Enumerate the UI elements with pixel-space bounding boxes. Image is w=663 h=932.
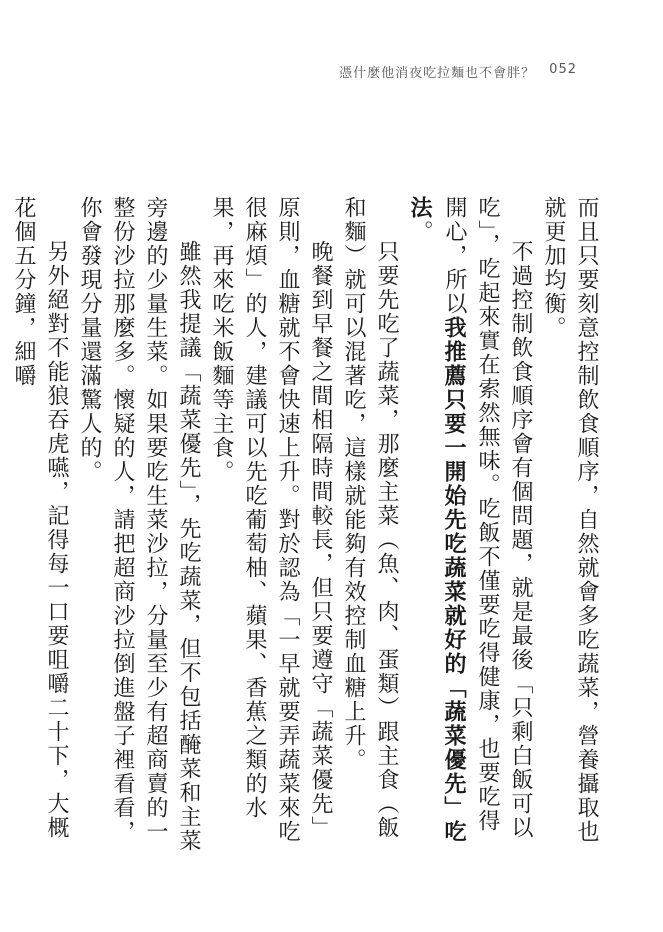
running-title: 憑什麼他消夜吃拉麵也不會胖？	[339, 66, 536, 81]
text-segment: 只要先吃了蔬菜，那麼主菜（魚、肉、蛋類）跟主食（飯和麵）就可以混著吃，這樣就能夠有效控制血糖上升。	[341, 196, 399, 840]
paragraph-4	[205, 196, 337, 856]
paragraph-6	[7, 196, 73, 856]
text-segment: 而且只要刻意控制飲食順序，自然就會多吃蔬菜，營養攝取也就更加均衡。	[541, 196, 599, 844]
text-segment: 不過控制飲食順序會有個問題，就是最後「只剩白飯可以吃」，吃起來實在索然無味。吃飯不僅要吃得健康，也要吃得開心，所以	[442, 196, 533, 840]
paragraph-3	[337, 196, 403, 856]
page-number: 052	[549, 62, 577, 77]
body-text	[7, 196, 603, 856]
text-segment: 雖然我提議「蔬菜優先」，先吃蔬菜，但不包括醃菜和主菜旁邊的少量生菜。如果要吃生菜沙拉，分量至少有超商賣的一整份沙拉那麼多。懷疑的人，請把超商沙拉倒進盤子裡看看，你會發現分量還滿驚人的。	[77, 196, 201, 853]
paragraph-2	[403, 196, 537, 856]
paragraph-1	[537, 196, 603, 856]
emphasis-text: 我推薦只要一開始先吃蔬菜就好的「蔬菜優先」吃法	[407, 196, 467, 844]
text-segment: 。	[408, 220, 433, 244]
page-header	[339, 62, 577, 81]
paragraph-5	[73, 196, 205, 856]
text-segment: 另外絕對不能狼吞虎嚥，記得每一口要咀嚼二十下，大概花個五分鐘，細嚼	[11, 196, 69, 840]
text-segment: 晚餐到早餐之間相隔時間較長，但只要遵守「蔬菜優先」原則，血糖就不會快速上升。對於認為「一早就要弄蔬菜來吃很麻煩」的人，建議可以先吃葡萄柚、蘋果、香蕉之類的水果，再來吃米飯麵等主食。	[209, 196, 333, 844]
